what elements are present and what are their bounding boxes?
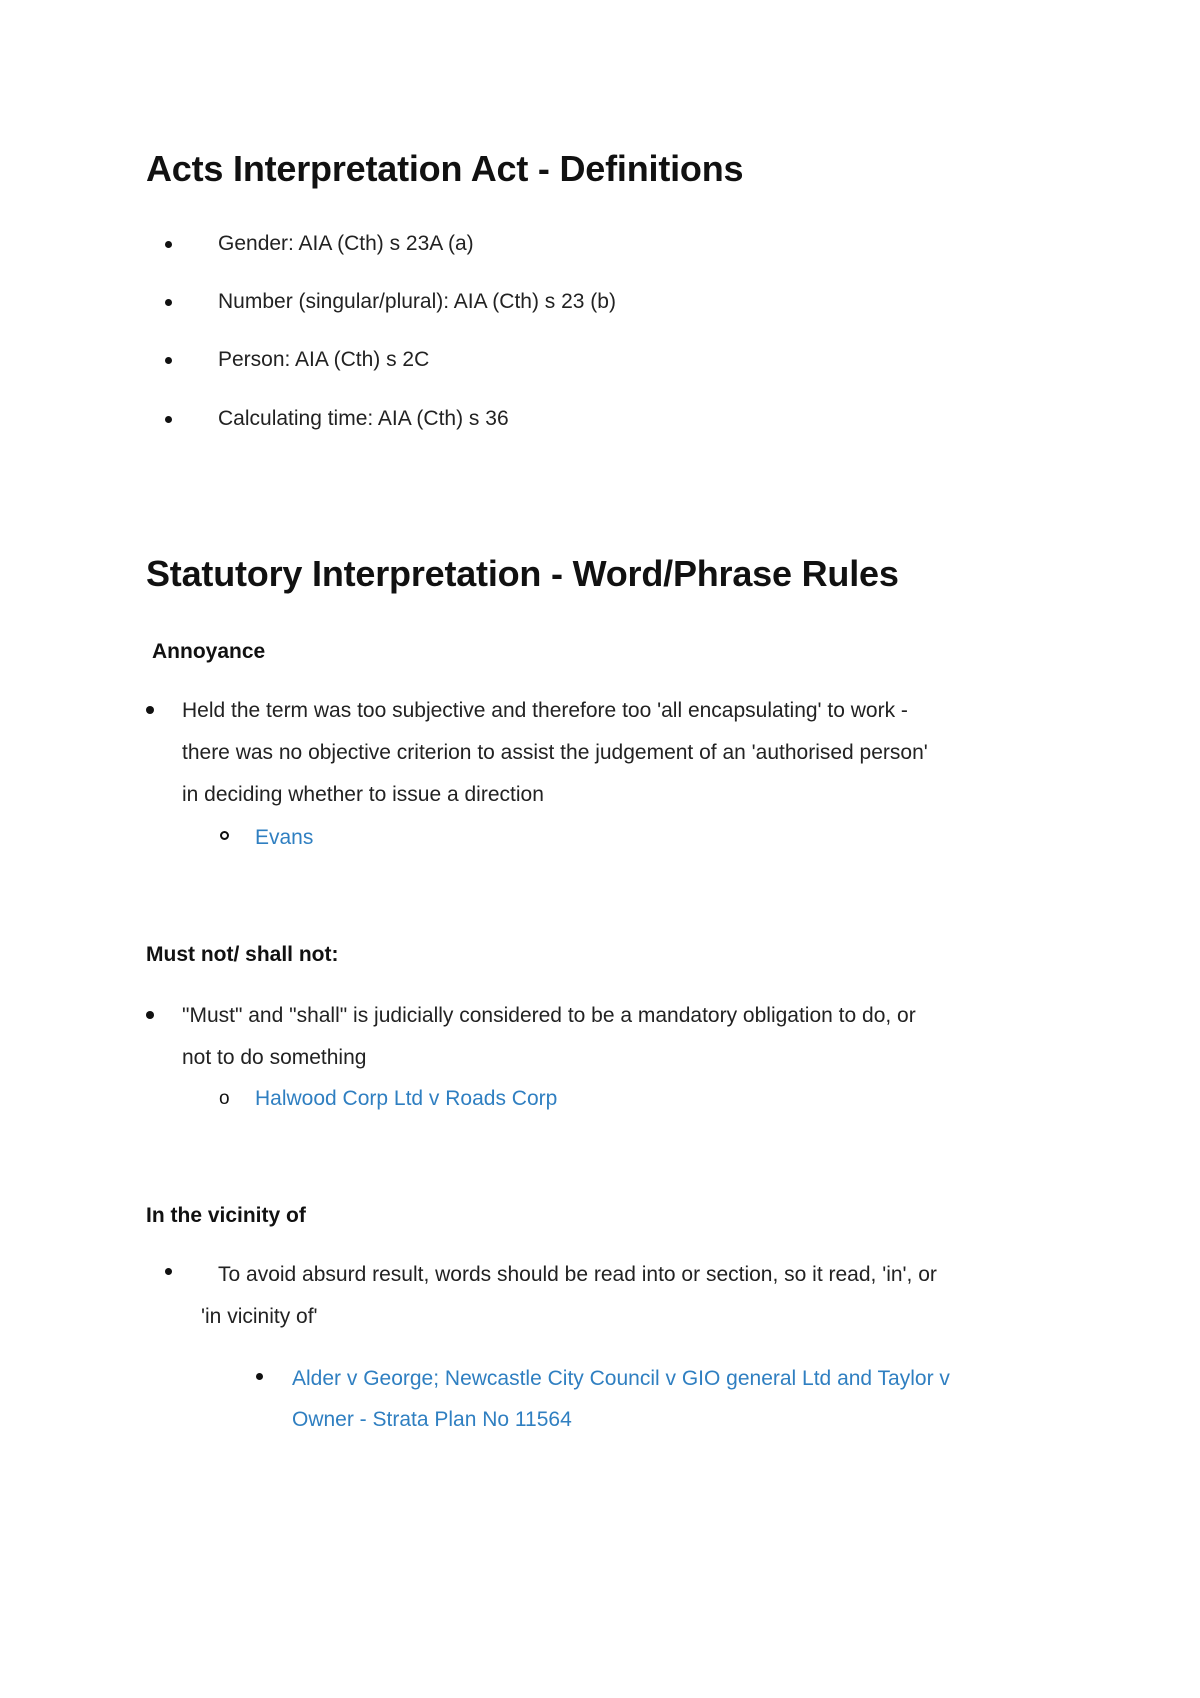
bullet-dot-icon (165, 416, 172, 423)
o-bullet-icon: o (219, 1088, 230, 1109)
bullet-dot-icon (165, 1268, 172, 1275)
vicinity-line-2: 'in vicinity of' (201, 1305, 318, 1328)
bullet-dot-icon (165, 299, 172, 306)
case-link-alder-line-2[interactable]: Owner - Strata Plan No 11564 (292, 1408, 572, 1431)
bullet-dot-icon (165, 357, 172, 364)
bullet-dot-icon (256, 1373, 263, 1380)
bullet-dot-icon (146, 1011, 154, 1019)
annoyance-line-2: there was no objective criterion to assist the judgement of an 'authorised person' (182, 741, 928, 764)
circle-bullet-icon (220, 831, 229, 840)
must-not-line-2: not to do something (182, 1046, 367, 1069)
list-item: Gender: AIA (Cth) s 23A (a) (218, 232, 474, 255)
section1-title: Acts Interpretation Act - Definitions (146, 148, 744, 189)
annoyance-line-1: Held the term was too subjective and therefore too 'all encapsulating' to work - (182, 699, 908, 722)
annoyance-heading: Annoyance (152, 640, 266, 663)
annoyance-line-3: in deciding whether to issue a direction (182, 783, 544, 806)
vicinity-line-1: To avoid absurd result, words should be read into or section, so it read, 'in', or (218, 1263, 937, 1286)
must-not-line-1: "Must" and "shall" is judicially considered to be a mandatory obligation to do, or (182, 1004, 916, 1027)
list-item: Calculating time: AIA (Cth) s 36 (218, 407, 509, 430)
case-link-evans[interactable]: Evans (255, 826, 314, 849)
case-link-halwood[interactable]: Halwood Corp Ltd v Roads Corp (255, 1087, 558, 1110)
vicinity-heading: In the vicinity of (146, 1204, 306, 1227)
bullet-dot-icon (146, 706, 154, 714)
bullet-dot-icon (165, 241, 172, 248)
case-link-alder-line-1[interactable]: Alder v George; Newcastle City Council v GIO general Ltd and Taylor v (292, 1367, 950, 1390)
list-item: Number (singular/plural): AIA (Cth) s 23 (b) (218, 290, 616, 313)
must-not-heading: Must not/ shall not: (146, 943, 339, 966)
list-item: Person: AIA (Cth) s 2C (218, 348, 430, 371)
section2-title: Statutory Interpretation - Word/Phrase Rules (146, 553, 899, 594)
